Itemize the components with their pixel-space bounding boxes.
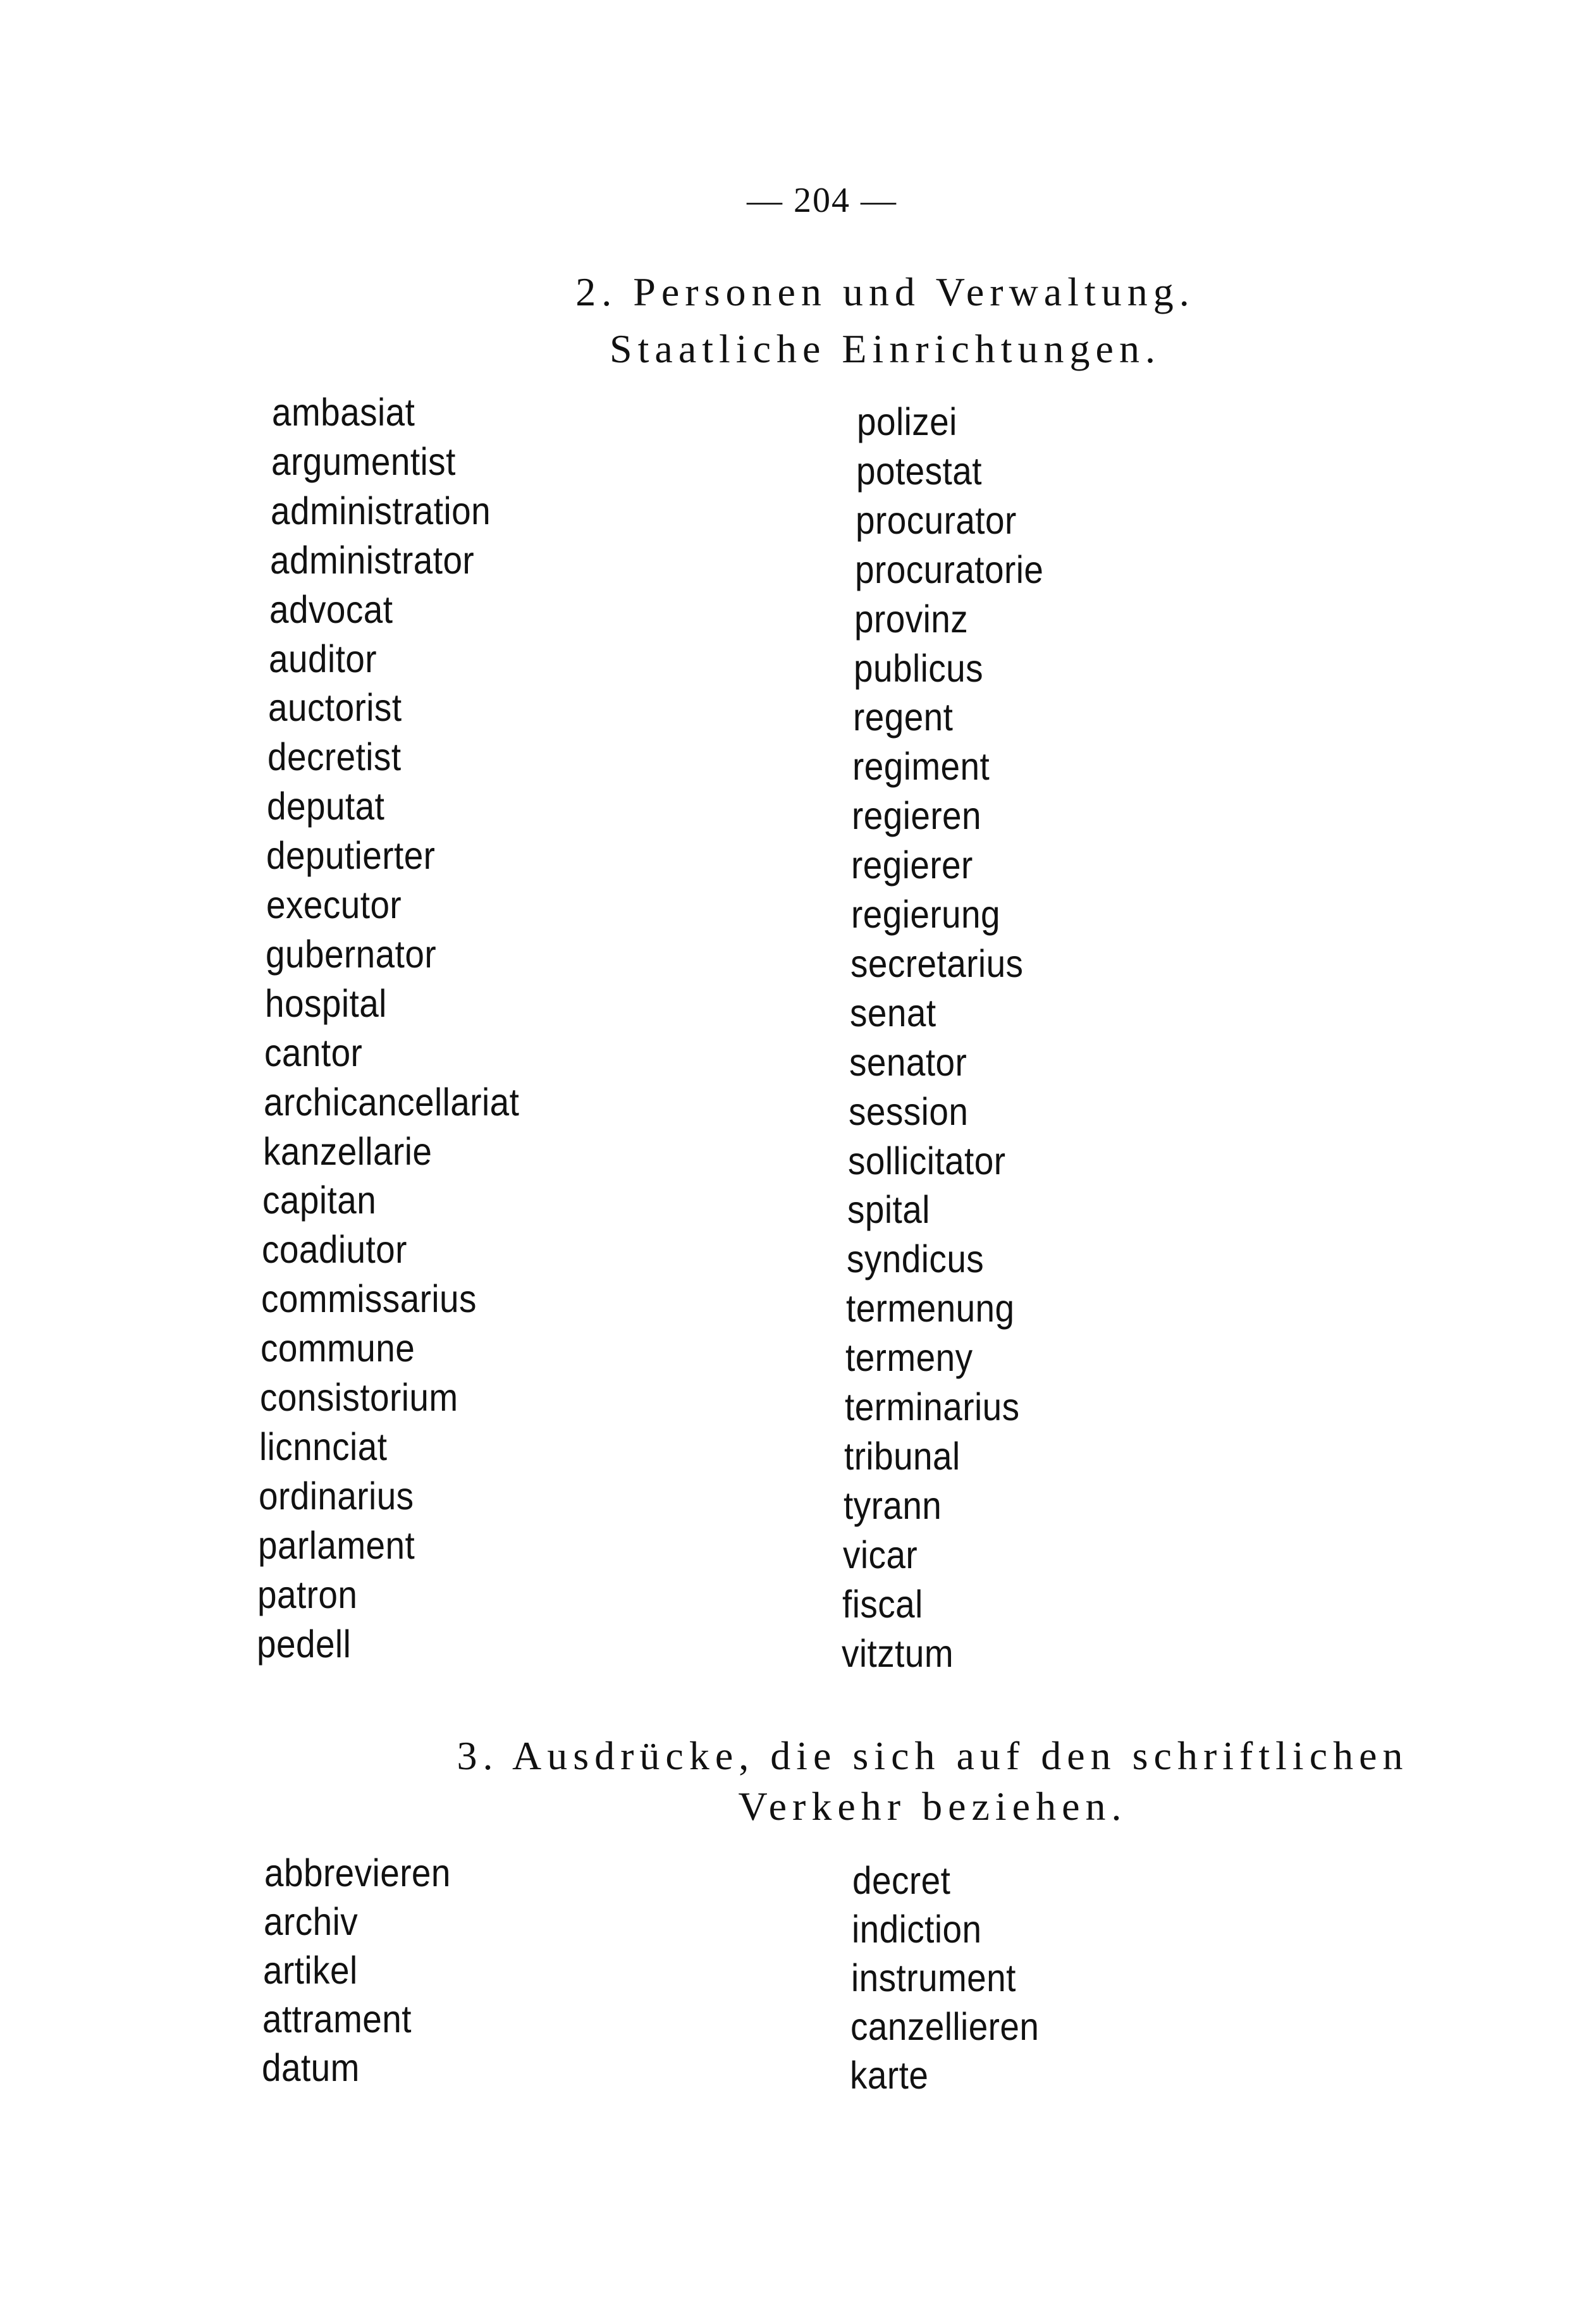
list-item: administrator (270, 538, 475, 582)
list-item: syndicus (846, 1237, 985, 1281)
list-item: senat (849, 991, 936, 1034)
list-item: sollicitator (847, 1139, 1006, 1182)
list-item: advocat (269, 587, 393, 631)
list-item: commissarius (261, 1277, 477, 1321)
list-item: fiscal (842, 1582, 923, 1626)
list-item: decretist (267, 735, 402, 779)
list-item: archiv (264, 1900, 359, 1943)
list-item: deputierter (266, 834, 436, 878)
list-item: artikel (263, 1949, 358, 1992)
section-2-heading: 2. Personen und Verwaltung. (575, 269, 1195, 314)
list-item: vitztum (842, 1631, 954, 1675)
list-item: vicar (843, 1533, 918, 1576)
list-item: regiment (852, 745, 990, 789)
list-item: archicancellariat (263, 1080, 520, 1124)
list-item: datum (262, 2046, 360, 2089)
list-item: provinz (854, 597, 969, 641)
list-item: procurator (856, 498, 1017, 542)
list-item: tyrann (844, 1483, 942, 1527)
list-item: executor (266, 883, 402, 926)
list-item: termenung (845, 1287, 1015, 1330)
list-item: ambasiat (272, 391, 415, 434)
list-item: licnnciat (259, 1425, 388, 1468)
list-item: polizei (857, 400, 957, 443)
list-item: abbrevieren (264, 1851, 451, 1894)
list-item: cantor (264, 1031, 362, 1074)
list-item: secretarius (850, 942, 1024, 985)
list-item: procuratorie (855, 548, 1044, 591)
list-item: argumentist (271, 439, 456, 483)
list-item: consistorium (260, 1376, 458, 1419)
list-item: termeny (845, 1336, 973, 1380)
list-item: karte (850, 2054, 929, 2097)
section-3-subheading: Verkehr beziehen. (738, 1784, 1127, 1829)
list-item: canzellieren (850, 2005, 1040, 2048)
list-item: indiction (852, 1908, 982, 1951)
page-number: — 204 — (747, 181, 897, 220)
list-item: terminarius (845, 1385, 1020, 1428)
list-item: auditor (269, 637, 378, 680)
list-item: attrament (262, 1998, 412, 2041)
list-item: gubernator (265, 932, 436, 976)
list-item: instrument (851, 1956, 1016, 1999)
section-3-heading: 3. Ausdrücke, die sich auf den schriftlichen (457, 1733, 1409, 1778)
list-item: hospital (264, 981, 387, 1025)
list-item: parlament (258, 1523, 415, 1567)
list-item: kanzellarie (262, 1129, 433, 1173)
list-item: tribunal (844, 1434, 961, 1478)
list-item: pedell (257, 1622, 352, 1666)
list-item: regierer (851, 844, 974, 887)
section-2-subheading: Staatliche Einrichtungen. (610, 326, 1161, 371)
list-item: publicus (854, 646, 984, 690)
list-item: administration (271, 489, 491, 532)
list-item: commune (260, 1327, 415, 1370)
list-item: regieren (852, 794, 982, 838)
list-item: senator (849, 1040, 967, 1084)
list-item: regent (853, 696, 954, 739)
list-item: coadiutor (261, 1228, 407, 1272)
list-item: decret (852, 1859, 951, 1902)
list-item: capitan (262, 1179, 376, 1222)
list-item: patron (257, 1573, 358, 1616)
list-item: potestat (856, 449, 983, 493)
list-item: ordinarius (259, 1474, 414, 1518)
list-item: regierung (850, 893, 1000, 936)
list-item: deputat (267, 785, 385, 828)
list-item: spital (847, 1188, 930, 1232)
list-item: session (848, 1089, 968, 1133)
list-item: auctorist (268, 686, 402, 730)
